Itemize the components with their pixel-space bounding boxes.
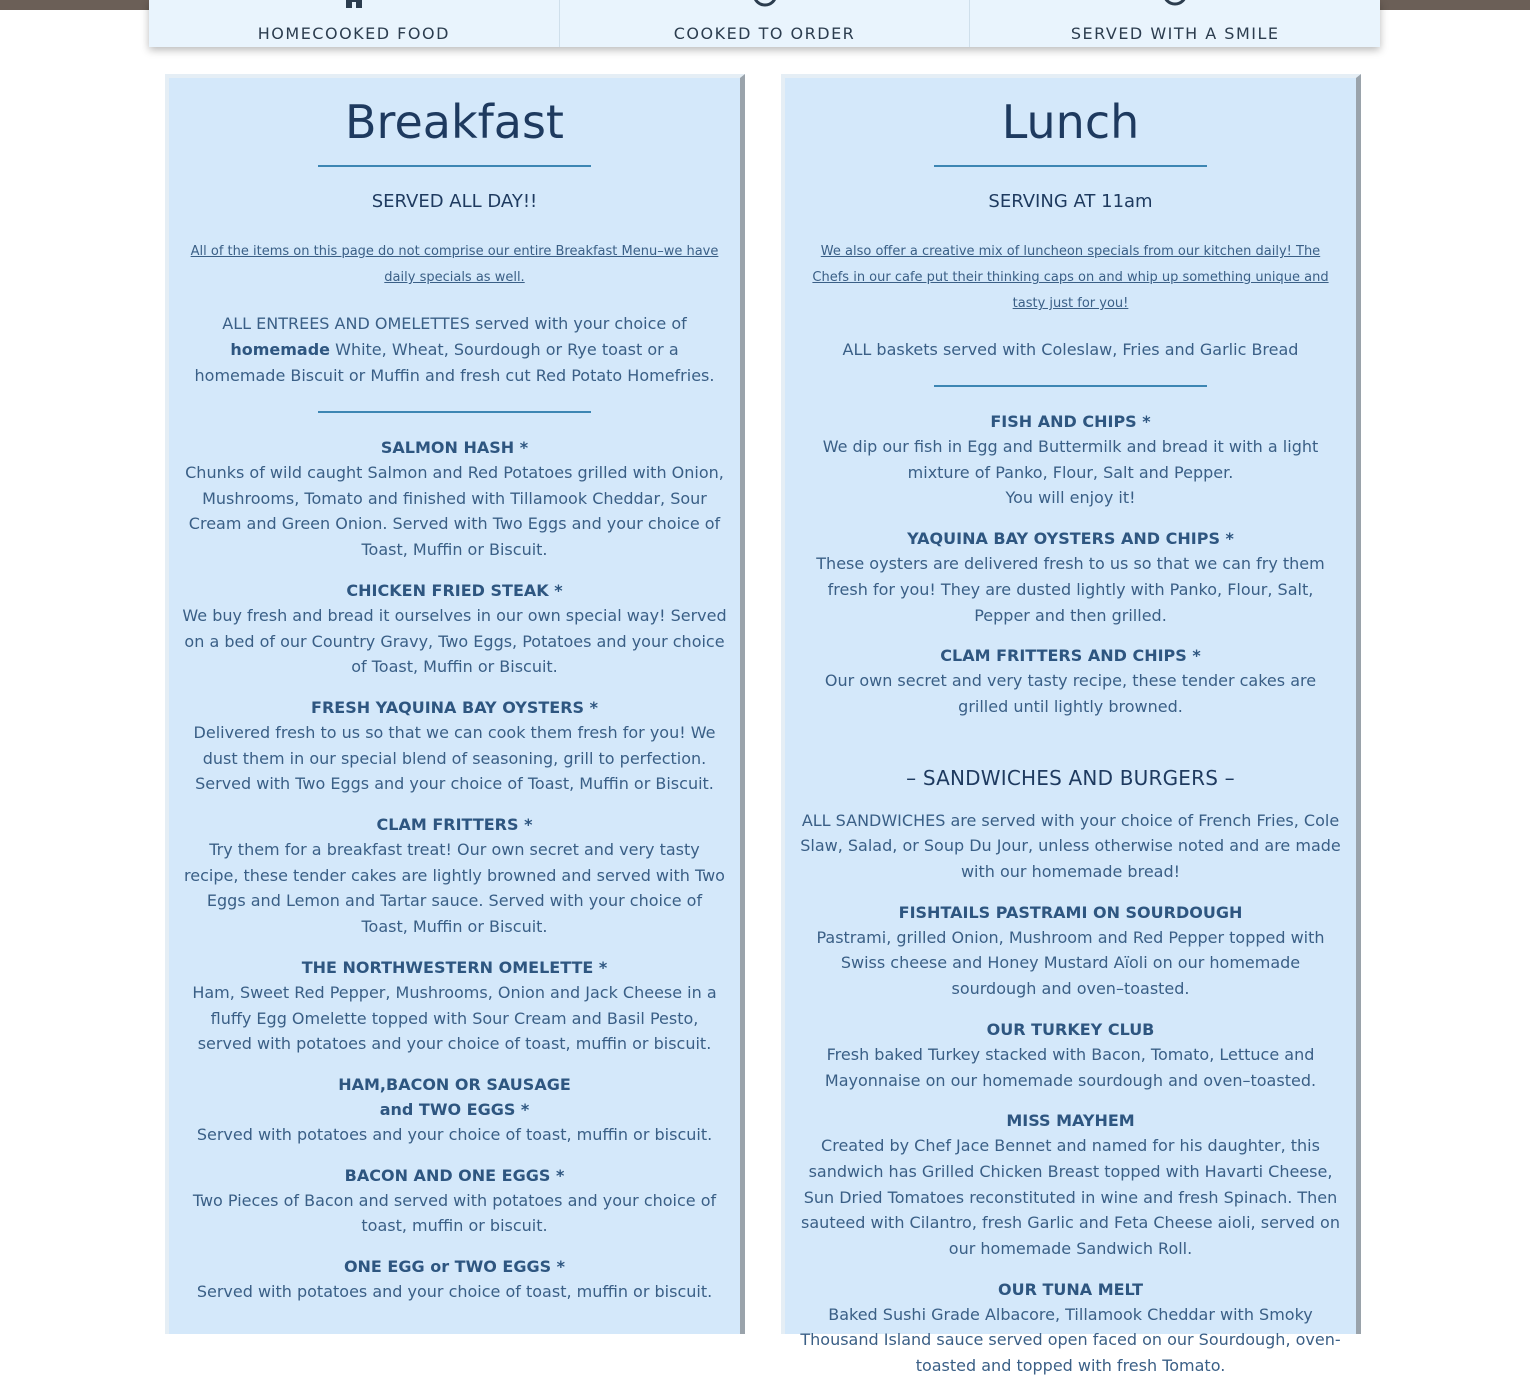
- menu-item-description: These oysters are delivered fresh to us so that we can fry them fresh for you! They are dusted lightly with Panko, Flour, Salt, Pepper and then grilled.: [816, 554, 1325, 625]
- menu-item-name: YAQUINA BAY OYSTERS AND CHIPS *: [907, 529, 1234, 549]
- menu-item: [182, 955, 727, 1057]
- sandwich-items: [785, 900, 1356, 1379]
- home-icon: [341, 0, 367, 10]
- target-icon: [1162, 0, 1188, 10]
- menu-item: [182, 578, 727, 680]
- lunch-items: [785, 409, 1356, 720]
- menu-item-description-extra: You will enjoy it!: [1005, 488, 1136, 508]
- feature-cooked-to-order: [559, 0, 970, 47]
- breakfast-intro-text-rest: White, Wheat, Sourdough or Rye toast or a homemade Biscuit or Muffin and fresh cut Red Potato Homefries.: [194, 340, 715, 385]
- menu-item-description: Try them for a breakfast treat! Our own secret and very tasty recipe, these tender cakes are lightly browned and served with Two Eggs and Lemon and Tartar sauce. Served with your choice of Toast, Muffin or Biscuit.: [184, 840, 725, 937]
- menu-item: [182, 1254, 727, 1305]
- feature-label: SERVED WITH A SMILE: [1070, 24, 1280, 43]
- menu-item-name: FISH AND CHIPS *: [990, 412, 1151, 431]
- menu-item: [182, 1163, 727, 1239]
- menu-item: [182, 812, 727, 940]
- menu-item-description: Served with potatoes and your choice of toast, muffin or biscuit.: [196, 1124, 713, 1144]
- menu-item-description: We dip our fish in Egg and Buttermilk and bread it with a light mixture of Panko, Flour, Salt and Pepper.: [822, 437, 1319, 482]
- sandwiches-intro: ALL SANDWICHES are served with your choice of French Fries, Cole Slaw, Salad, or Soup Du Jour, unless otherwise noted and are made with our homemade bread!: [800, 810, 1341, 882]
- features-bar: [149, 0, 1380, 47]
- menu-item-name: MISS MAYHEM: [1006, 1111, 1135, 1131]
- menu-item-name: FRESH YAQUINA BAY OYSTERS *: [311, 697, 598, 717]
- feature-label: COOKED TO ORDER: [673, 24, 856, 43]
- menu-item-name: SALMON HASH *: [380, 438, 529, 457]
- menu-item-description: Served with potatoes and your choice of toast, muffin or biscuit.: [196, 1282, 713, 1302]
- menu-item-name: HAM,BACON OR SAUSAGE and TWO EGGS *: [338, 1074, 571, 1119]
- menu-item: [182, 1072, 727, 1148]
- menu-item: [798, 1277, 1343, 1379]
- menu-item-name: BACON AND ONE EGGS *: [344, 1165, 565, 1185]
- breakfast-note: All of the items on this page do not comprise our entire Breakfast Menu–we have daily specials as well.: [190, 244, 719, 285]
- feature-served-with-smile: [969, 0, 1380, 47]
- divider: [318, 411, 591, 413]
- breakfast-intro-text: ALL ENTREES AND OMELETTES served with your choice of: [222, 314, 687, 333]
- feature-label: HOMECOOKED FOOD: [257, 24, 450, 43]
- breakfast-subtitle: SERVED ALL DAY!!: [371, 191, 538, 212]
- menu-item: [798, 409, 1343, 511]
- menu-item-description: Baked Sushi Grade Albacore, Tillamook Cheddar with Smoky Thousand Island sauce served open faced on our Sourdough, oven-toasted and topped with fresh Tomato.: [800, 1304, 1341, 1376]
- lunch-panel: [781, 74, 1361, 1376]
- menu-item-description: Our own secret and very tasty recipe, these tender cakes are grilled until lightly browned.: [824, 671, 1317, 716]
- lunch-note: We also offer a creative mix of luncheon specials from our kitchen daily! The Chefs in our cafe put their thinking caps on and whip up something unique and tasty just for you!: [812, 244, 1329, 311]
- menu-item-description: Fresh baked Turkey stacked with Bacon, Tomato, Lettuce and Mayonnaise on our homemade sourdough and oven–toasted.: [824, 1044, 1317, 1090]
- lunch-title: Lunch: [1001, 95, 1140, 149]
- menu-item-description: We buy fresh and bread it ourselves in our own special way! Served on a bed of our Country Gravy, Two Eggs, Potatoes and your choice of Toast, Muffin or Biscuit.: [182, 605, 727, 677]
- menu-item-description: Created by Chef Jace Bennet and named for his daughter, this sandwich has Grilled Chicken Breast topped with Havarti Cheese, Sun Dried Tomatoes reconstituted in wine and fresh Spinach. Then sauteed with Cilantro, fresh Garlic and Feta Cheese aioli, served on our homemade Sandwich Roll.: [801, 1136, 1340, 1259]
- clock-icon: [752, 0, 778, 10]
- menu-item-name: FISHTAILS PASTRAMI ON SOURDOUGH: [898, 902, 1243, 922]
- menu-item: [182, 435, 727, 563]
- menu-item: [798, 643, 1343, 719]
- menu-item-name: OUR TURKEY CLUB: [986, 1019, 1155, 1039]
- feature-homecooked: [149, 0, 559, 47]
- menu-item: [798, 1108, 1343, 1262]
- breakfast-items: [169, 435, 740, 1305]
- menu-item-description: Ham, Sweet Red Pepper, Mushrooms, Onion and Jack Cheese in a fluffy Egg Omelette topped with Sour Cream and Basil Pesto, served with potatoes and your choice of toast, muffin or biscuit.: [192, 982, 717, 1054]
- menu-item-name: ONE EGG or TWO EGGS *: [343, 1257, 566, 1277]
- menu-item-name: OUR TUNA MELT: [997, 1279, 1144, 1299]
- breakfast-title: Breakfast: [345, 95, 564, 149]
- menu-item: [798, 900, 1343, 1002]
- menu-item-description: Delivered fresh to us so that we can cook them fresh for you! We dust them in our special blend of seasoning, grill to perfection. Served with Two Eggs and your choice of Toast, Muffin or Biscuit.: [193, 722, 716, 794]
- lunch-intro: ALL baskets served with Coleslaw, Fries and Garlic Bread: [842, 340, 1299, 359]
- divider: [318, 165, 591, 167]
- breakfast-intro: [185, 311, 725, 389]
- menu-item-name: CHICKEN FRIED STEAK *: [346, 580, 563, 600]
- divider: [934, 165, 1207, 167]
- menu-item-description: Two Pieces of Bacon and served with potatoes and your choice of toast, muffin or biscuit.: [192, 1190, 717, 1236]
- menu-item: [798, 1017, 1343, 1093]
- lunch-subtitle: SERVING AT 11am: [988, 191, 1153, 212]
- breakfast-intro-bold: homemade: [230, 340, 331, 359]
- menu-item-name: CLAM FRITTERS AND CHIPS *: [940, 646, 1201, 666]
- divider: [934, 385, 1207, 387]
- menu-item-name: THE NORTHWESTERN OMELETTE *: [301, 957, 608, 977]
- sandwiches-section-title: – SANDWICHES AND BURGERS –: [906, 765, 1235, 790]
- menu-item: [798, 526, 1343, 628]
- breakfast-panel: [165, 74, 745, 1334]
- menu-item-name: CLAM FRITTERS *: [376, 815, 533, 835]
- menu-item: [182, 695, 727, 797]
- menu-item-description: Pastrami, grilled Onion, Mushroom and Red Pepper topped with Swiss cheese and Honey Mustard Aïoli on our homemade sourdough and oven–toasted.: [816, 927, 1325, 999]
- menu-item-description: Chunks of wild caught Salmon and Red Potatoes grilled with Onion, Mushrooms, Tomato and finished with Tillamook Cheddar, Sour Cream and Green Onion. Served with Two Eggs and your choice of Toast, Muffin or Biscuit.: [185, 463, 724, 560]
